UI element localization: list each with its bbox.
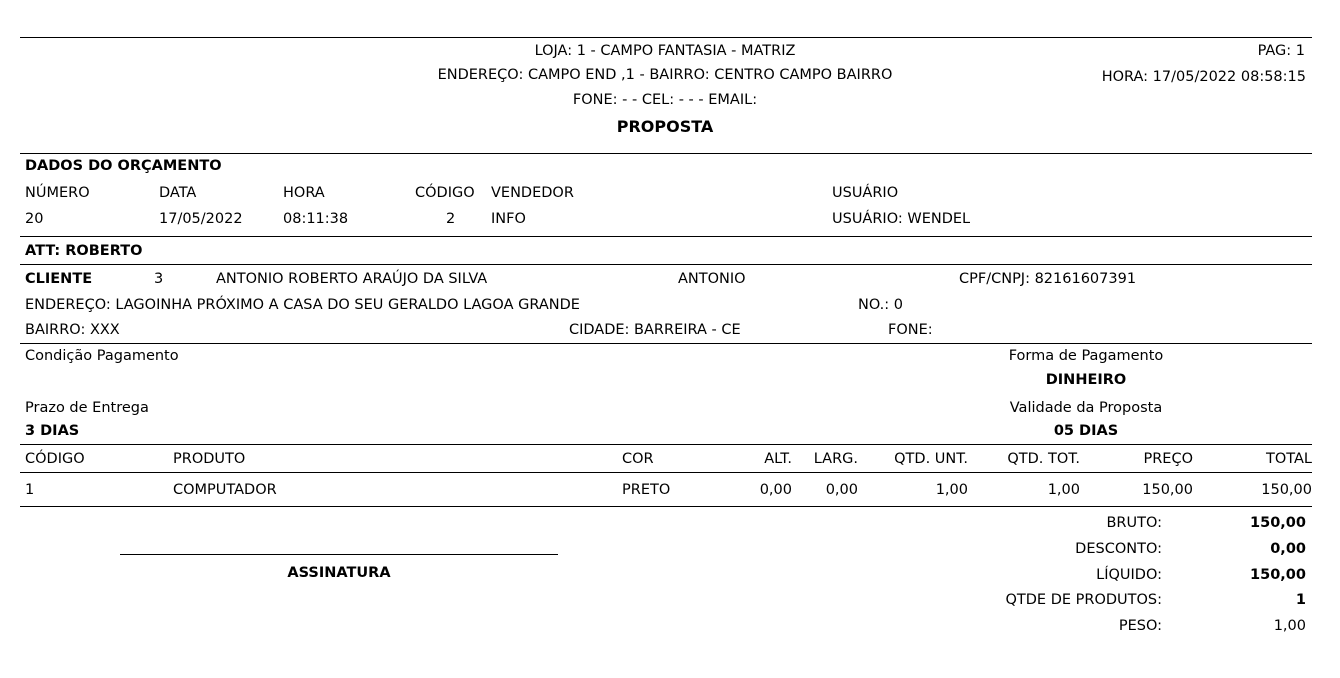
col-header-unit-qty: QTD. UNT. bbox=[894, 451, 968, 467]
discount-label: DESCONTO: bbox=[1075, 541, 1162, 557]
gross-label: BRUTO: bbox=[1106, 515, 1162, 531]
col-header-color: COR bbox=[622, 451, 654, 467]
budget-section-title: DADOS DO ORÇAMENTO bbox=[25, 158, 222, 174]
payment-condition-label: Condição Pagamento bbox=[25, 348, 179, 364]
budget-code-label: CÓDIGO bbox=[415, 185, 475, 201]
col-header-height: ALT. bbox=[764, 451, 792, 467]
product-qty-label: QTDE DE PRODUTOS: bbox=[1005, 592, 1162, 608]
net-value: 150,00 bbox=[1250, 567, 1306, 583]
row-code: 1 bbox=[25, 482, 35, 498]
store-name: LOJA: 1 - CAMPO FANTASIA - MATRIZ bbox=[534, 43, 796, 59]
row-total-qty: 1,00 bbox=[1047, 482, 1080, 498]
budget-bottom-rule bbox=[20, 236, 1312, 237]
client-city: CIDADE: BARREIRA - CE bbox=[569, 322, 741, 338]
header-top-rule bbox=[20, 37, 1312, 38]
row-total: 150,00 bbox=[1261, 482, 1312, 498]
budget-user-label: USUÁRIO bbox=[832, 185, 899, 201]
client-address: ENDEREÇO: LAGOINHA PRÓXIMO A CASA DO SEU GERALDO LAGOA GRANDE bbox=[25, 297, 580, 313]
net-label: LÍQUIDO: bbox=[1096, 567, 1162, 583]
discount-value: 0,00 bbox=[1270, 541, 1306, 557]
store-address: ENDEREÇO: CAMPO END ,1 - BAIRRO: CENTRO CAMPO BAIRRO bbox=[437, 67, 893, 83]
client-address-number: NO.: 0 bbox=[858, 297, 904, 313]
col-header-product: PRODUTO bbox=[173, 451, 246, 467]
store-contact: FONE: - - CEL: - - - EMAIL: bbox=[572, 92, 758, 108]
col-header-width: LARG. bbox=[813, 451, 858, 467]
row-color: PRETO bbox=[622, 482, 671, 498]
row-price: 150,00 bbox=[1142, 482, 1193, 498]
print-time: HORA: 17/05/2022 08:58:15 bbox=[1101, 69, 1306, 85]
table-bottom-rule bbox=[20, 506, 1312, 507]
col-header-code: CÓDIGO bbox=[25, 451, 85, 467]
payment-form-label: Forma de Pagamento bbox=[1008, 348, 1164, 364]
row-unit-qty: 1,00 bbox=[935, 482, 968, 498]
client-nickname: ANTONIO bbox=[678, 271, 746, 287]
row-height: 0,00 bbox=[759, 482, 792, 498]
budget-hour-label: HORA bbox=[283, 185, 325, 201]
header-bottom-rule bbox=[20, 153, 1312, 154]
client-document: CPF/CNPJ: 82161607391 bbox=[959, 271, 1137, 287]
budget-code-value: 2 bbox=[446, 211, 456, 227]
validity-value: 05 DIAS bbox=[1053, 423, 1119, 439]
client-id: 3 bbox=[154, 271, 164, 287]
budget-date-value: 17/05/2022 bbox=[159, 211, 243, 227]
client-bottom-rule bbox=[20, 343, 1312, 344]
budget-seller-value: INFO bbox=[491, 211, 526, 227]
signature-line bbox=[120, 554, 558, 555]
client-phone: FONE: bbox=[888, 322, 933, 338]
col-header-price: PREÇO bbox=[1143, 451, 1193, 467]
budget-seller-label: VENDEDOR bbox=[491, 185, 574, 201]
att-bottom-rule bbox=[20, 264, 1312, 265]
signature-label: ASSINATURA bbox=[287, 565, 391, 581]
delivery-label: Prazo de Entrega bbox=[25, 400, 149, 416]
budget-user-value: USUÁRIO: WENDEL bbox=[832, 211, 971, 227]
budget-number-label: NÚMERO bbox=[25, 185, 90, 201]
col-header-total: TOTAL bbox=[1266, 451, 1312, 467]
att-line: ATT: ROBERTO bbox=[25, 243, 143, 259]
page-number: PAG: 1 bbox=[1257, 43, 1305, 59]
client-district: BAIRRO: XXX bbox=[25, 322, 120, 338]
row-width: 0,00 bbox=[825, 482, 858, 498]
validity-label: Validade da Proposta bbox=[1009, 400, 1163, 416]
payment-form-value: DINHEIRO bbox=[1045, 372, 1127, 388]
col-header-total-qty: QTD. TOT. bbox=[1007, 451, 1080, 467]
table-header-rule bbox=[20, 472, 1312, 473]
client-label: CLIENTE bbox=[25, 271, 93, 287]
budget-number-value: 20 bbox=[25, 211, 44, 227]
budget-hour-value: 08:11:38 bbox=[283, 211, 349, 227]
weight-label: PESO: bbox=[1118, 618, 1162, 634]
gross-value: 150,00 bbox=[1250, 515, 1306, 531]
budget-date-label: DATA bbox=[159, 185, 197, 201]
delivery-value: 3 DIAS bbox=[25, 423, 80, 439]
document-title: PROPOSTA bbox=[616, 117, 714, 136]
product-qty-value: 1 bbox=[1295, 592, 1306, 608]
client-name: ANTONIO ROBERTO ARAÚJO DA SILVA bbox=[216, 271, 488, 287]
row-product: COMPUTADOR bbox=[173, 482, 277, 498]
table-top-rule bbox=[20, 444, 1312, 445]
weight-value: 1,00 bbox=[1273, 618, 1306, 634]
